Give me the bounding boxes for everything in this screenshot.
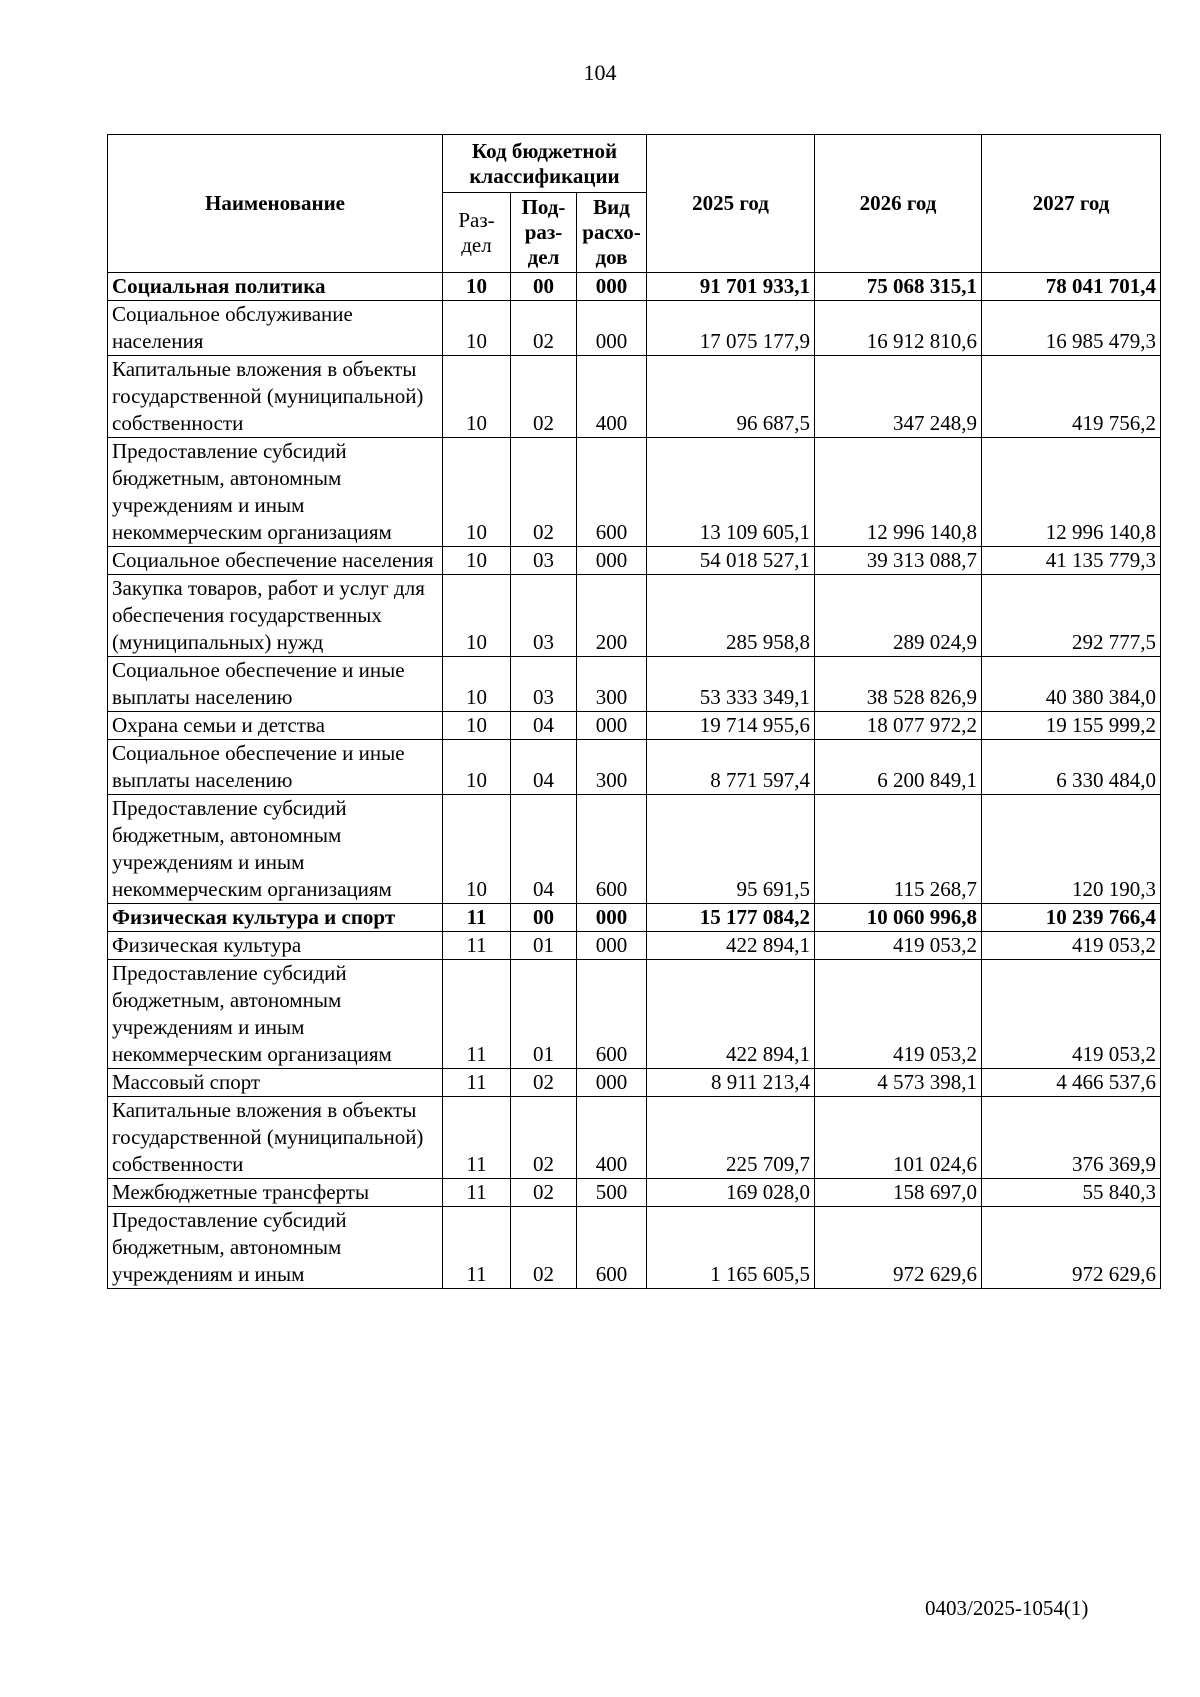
header-name: Наименование: [108, 135, 443, 273]
row-vid: 500: [577, 1179, 647, 1207]
row-name: Межбюджетные трансферты: [108, 1179, 443, 1207]
row-value-2027: 41 135 779,3: [982, 547, 1161, 575]
row-vid: 300: [577, 657, 647, 712]
row-podrazdel: 03: [511, 547, 577, 575]
row-razdel: 10: [443, 273, 511, 301]
row-value-2027: 419 053,2: [982, 960, 1161, 1069]
row-value-2025: 8 911 213,4: [647, 1069, 815, 1097]
header-vid: Вид расхо-дов: [577, 193, 647, 273]
table-row: [108, 1179, 1161, 1207]
table-row: [108, 932, 1161, 960]
row-name: Капитальные вложения в объекты государственной (муниципальной) собственности: [108, 1097, 443, 1179]
table-row: [108, 712, 1161, 740]
row-value-2027: 376 369,9: [982, 1097, 1161, 1179]
row-vid: 600: [577, 438, 647, 547]
row-value-2025: 169 028,0: [647, 1179, 815, 1207]
row-podrazdel: 04: [511, 712, 577, 740]
row-value-2026: 347 248,9: [815, 356, 982, 438]
table-row: [108, 740, 1161, 795]
row-podrazdel: 02: [511, 1207, 577, 1289]
row-name: Предоставление субсидий бюджетным, автономным учреждениям и иным некоммерческим организациям: [108, 960, 443, 1069]
header-razdel: Раз-дел: [443, 193, 511, 273]
row-value-2027: 10 239 766,4: [982, 904, 1161, 932]
table-row: [108, 547, 1161, 575]
row-value-2026: 12 996 140,8: [815, 438, 982, 547]
row-value-2026: 38 528 826,9: [815, 657, 982, 712]
row-vid: 400: [577, 1097, 647, 1179]
row-name: Охрана семьи и детства: [108, 712, 443, 740]
row-razdel: 11: [443, 932, 511, 960]
page-number: 104: [583, 60, 617, 85]
row-podrazdel: 00: [511, 273, 577, 301]
row-razdel: 10: [443, 438, 511, 547]
document-code: 0403/2025-1054(1): [925, 1596, 1089, 1620]
row-value-2027: 78 041 701,4: [982, 273, 1161, 301]
table-row: [108, 438, 1161, 547]
row-name: Предоставление субсидий бюджетным, автономным учреждениям и иным некоммерческим организациям: [108, 438, 443, 547]
row-razdel: 11: [443, 1069, 511, 1097]
row-name: Предоставление субсидий бюджетным, автономным учреждениям и иным некоммерческим организациям: [108, 795, 443, 904]
row-razdel: 11: [443, 1097, 511, 1179]
row-razdel: 11: [443, 1207, 511, 1289]
row-vid: 600: [577, 795, 647, 904]
header-2027: 2027 год: [982, 135, 1161, 273]
row-razdel: 10: [443, 575, 511, 657]
row-vid: 000: [577, 712, 647, 740]
row-razdel: 10: [443, 795, 511, 904]
row-podrazdel: 02: [511, 1179, 577, 1207]
row-value-2027: 12 996 140,8: [982, 438, 1161, 547]
row-razdel: 11: [443, 960, 511, 1069]
row-vid: 000: [577, 547, 647, 575]
row-value-2027: 4 466 537,6: [982, 1069, 1161, 1097]
header-code-group: Код бюджетной классификации: [443, 135, 647, 193]
row-value-2025: 422 894,1: [647, 960, 815, 1069]
row-vid: 000: [577, 273, 647, 301]
table-row: [108, 960, 1161, 1069]
row-value-2027: 6 330 484,0: [982, 740, 1161, 795]
row-value-2025: 54 018 527,1: [647, 547, 815, 575]
row-value-2025: 13 109 605,1: [647, 438, 815, 547]
row-value-2027: 292 777,5: [982, 575, 1161, 657]
header-2026: 2026 год: [815, 135, 982, 273]
table-row: [108, 273, 1161, 301]
row-razdel: 10: [443, 740, 511, 795]
row-vid: 600: [577, 1207, 647, 1289]
header-2025: 2025 год: [647, 135, 815, 273]
row-value-2026: 39 313 088,7: [815, 547, 982, 575]
row-value-2026: 115 268,7: [815, 795, 982, 904]
row-value-2027: 419 756,2: [982, 356, 1161, 438]
table-row: [108, 301, 1161, 356]
row-value-2026: 289 024,9: [815, 575, 982, 657]
row-value-2026: 419 053,2: [815, 932, 982, 960]
row-razdel: 10: [443, 356, 511, 438]
table-row: [108, 1069, 1161, 1097]
table-row: [108, 657, 1161, 712]
row-podrazdel: 04: [511, 795, 577, 904]
row-vid: 000: [577, 301, 647, 356]
row-podrazdel: 02: [511, 301, 577, 356]
row-value-2026: 101 024,6: [815, 1097, 982, 1179]
row-value-2025: 15 177 084,2: [647, 904, 815, 932]
row-value-2025: 225 709,7: [647, 1097, 815, 1179]
row-podrazdel: 01: [511, 960, 577, 1069]
table-row: [108, 575, 1161, 657]
budget-table-body: [108, 273, 1161, 1289]
row-name: Социальное обслуживание населения: [108, 301, 443, 356]
row-name: Закупка товаров, работ и услуг для обеспечения государственных (муниципальных) нужд: [108, 575, 443, 657]
row-value-2025: 95 691,5: [647, 795, 815, 904]
row-value-2025: 17 075 177,9: [647, 301, 815, 356]
row-value-2026: 75 068 315,1: [815, 273, 982, 301]
row-value-2026: 10 060 996,8: [815, 904, 982, 932]
row-name: Социальная политика: [108, 273, 443, 301]
row-razdel: 11: [443, 904, 511, 932]
row-value-2026: 4 573 398,1: [815, 1069, 982, 1097]
row-value-2026: 158 697,0: [815, 1179, 982, 1207]
row-razdel: 10: [443, 547, 511, 575]
row-vid: 000: [577, 1069, 647, 1097]
row-name: Социальное обеспечение и иные выплаты населению: [108, 657, 443, 712]
row-razdel: 11: [443, 1179, 511, 1207]
row-value-2025: 1 165 605,5: [647, 1207, 815, 1289]
row-podrazdel: 00: [511, 904, 577, 932]
row-value-2027: 19 155 999,2: [982, 712, 1161, 740]
row-value-2027: 120 190,3: [982, 795, 1161, 904]
table-row: [108, 356, 1161, 438]
row-vid: 000: [577, 932, 647, 960]
row-podrazdel: 02: [511, 438, 577, 547]
row-value-2025: 19 714 955,6: [647, 712, 815, 740]
row-vid: 400: [577, 356, 647, 438]
row-name: Социальное обеспечение населения: [108, 547, 443, 575]
row-value-2025: 8 771 597,4: [647, 740, 815, 795]
row-value-2025: 96 687,5: [647, 356, 815, 438]
row-value-2025: 422 894,1: [647, 932, 815, 960]
row-value-2027: 16 985 479,3: [982, 301, 1161, 356]
table-row: [108, 1207, 1161, 1289]
row-podrazdel: 04: [511, 740, 577, 795]
row-name: Массовый спорт: [108, 1069, 443, 1097]
row-value-2027: 40 380 384,0: [982, 657, 1161, 712]
table-row: [108, 904, 1161, 932]
row-podrazdel: 02: [511, 1069, 577, 1097]
row-name: Физическая культура и спорт: [108, 904, 443, 932]
table-row: [108, 1097, 1161, 1179]
row-razdel: 10: [443, 712, 511, 740]
row-vid: 300: [577, 740, 647, 795]
row-value-2027: 419 053,2: [982, 932, 1161, 960]
row-podrazdel: 01: [511, 932, 577, 960]
row-value-2026: 6 200 849,1: [815, 740, 982, 795]
row-podrazdel: 02: [511, 356, 577, 438]
header-podrazdel: Под-раз-дел: [511, 193, 577, 273]
row-value-2025: 285 958,8: [647, 575, 815, 657]
row-name: Предоставление субсидий бюджетным, автономным учреждениям и иным: [108, 1207, 443, 1289]
row-value-2026: 972 629,6: [815, 1207, 982, 1289]
row-value-2025: 91 701 933,1: [647, 273, 815, 301]
row-razdel: 10: [443, 301, 511, 356]
row-vid: 600: [577, 960, 647, 1069]
row-value-2027: 55 840,3: [982, 1179, 1161, 1207]
budget-table: [107, 134, 1161, 1289]
row-razdel: 10: [443, 657, 511, 712]
row-name: Капитальные вложения в объекты государственной (муниципальной) собственности: [108, 356, 443, 438]
row-value-2027: 972 629,6: [982, 1207, 1161, 1289]
table-row: [108, 795, 1161, 904]
row-podrazdel: 03: [511, 657, 577, 712]
row-name: Социальное обеспечение и иные выплаты населению: [108, 740, 443, 795]
row-vid: 000: [577, 904, 647, 932]
row-name: Физическая культура: [108, 932, 443, 960]
row-podrazdel: 02: [511, 1097, 577, 1179]
row-podrazdel: 03: [511, 575, 577, 657]
row-vid: 200: [577, 575, 647, 657]
row-value-2025: 53 333 349,1: [647, 657, 815, 712]
row-value-2026: 18 077 972,2: [815, 712, 982, 740]
row-value-2026: 419 053,2: [815, 960, 982, 1069]
row-value-2026: 16 912 810,6: [815, 301, 982, 356]
